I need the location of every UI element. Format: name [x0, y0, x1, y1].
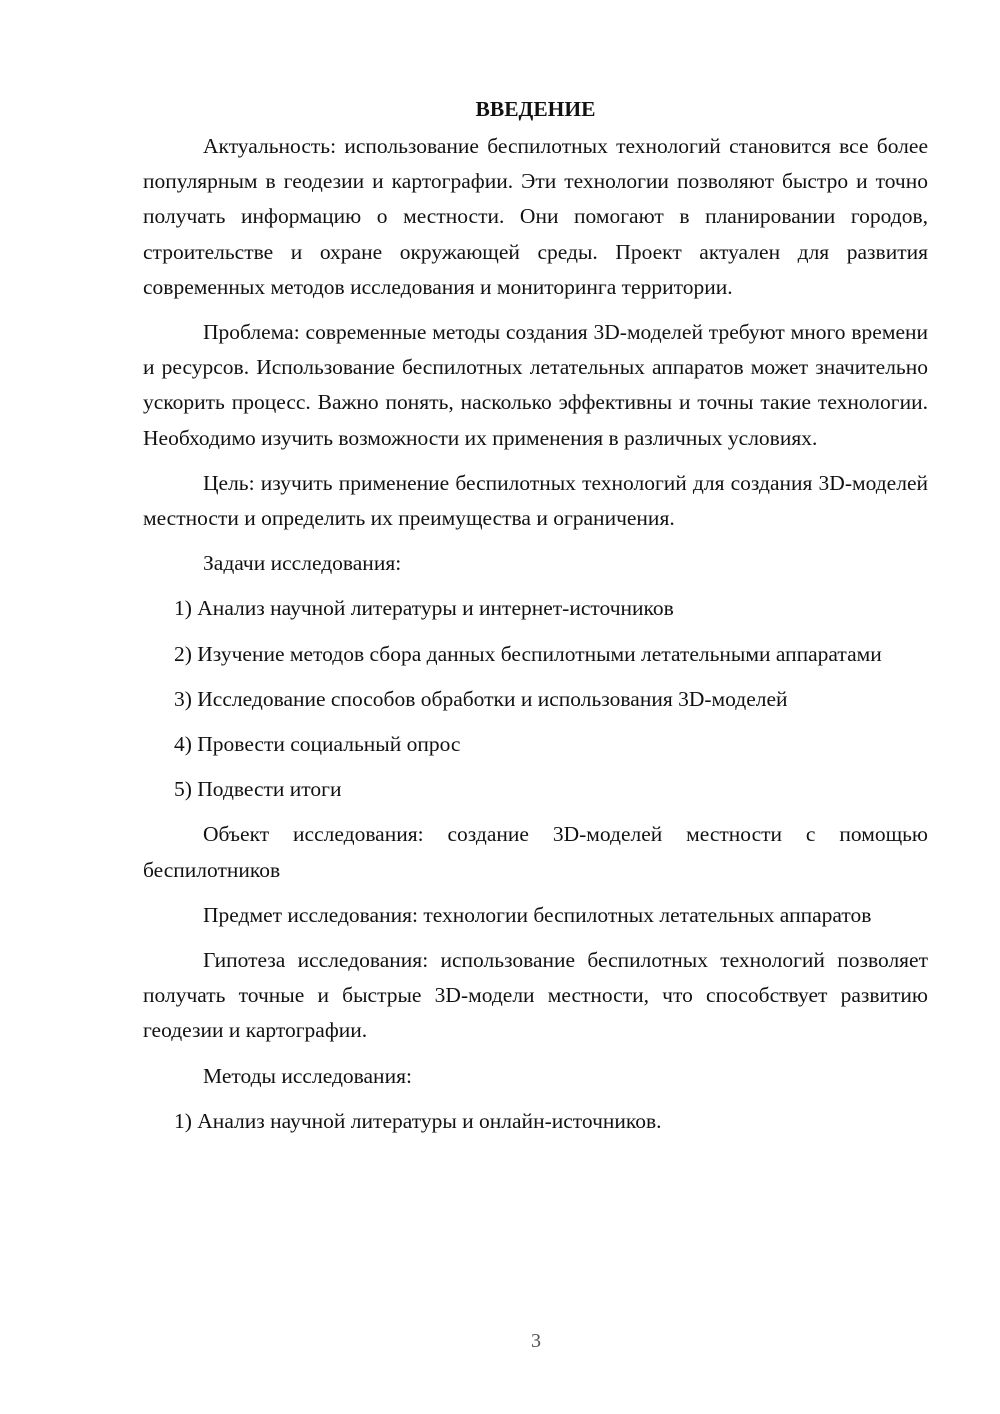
- page-number: 3: [531, 1330, 541, 1352]
- task-item-3: 3) Исследование способов обработки и использования 3D-моделей: [174, 686, 788, 711]
- hypothesis-paragraph: Гипотеза исследования: использование беспилотных технологий позволяет получать точные и быстрые 3D-модели местности, что способствует развитию геодезии и картографии.: [143, 948, 928, 1043]
- object-paragraph: Объект исследования: создание 3D-моделей местности с помощью беспилотников: [143, 822, 928, 882]
- relevance-paragraph: Актуальность: использование беспилотных технологий становится все более популярным в геодезии и картографии. Эти технологии позволяют быстро и точно получать информацию о местности. Они помогают в планировании городов, строительстве и охране окружающей среды. Проект актуален для развития современных методов исследования и мониторинга территории.: [143, 134, 928, 299]
- task-item-5: 5) Подвести итоги: [174, 777, 342, 802]
- goal-paragraph: Цель: изучить применение беспилотных технологий для создания 3D-моделей местности и определить их преимущества и ограничения.: [143, 470, 928, 531]
- task-item-4: 4) Провести социальный опрос: [174, 732, 461, 757]
- methods-heading: Методы исследования:: [203, 1063, 412, 1088]
- problem-paragraph: Проблема: современные методы создания 3D-моделей требуют много времени и ресурсов. Использование беспилотных летательных аппаратов может значительно ускорить процесс. Важно понять, насколько эффективны и точны такие технологии. Необходимо изучить возможности их применения в различных условиях.: [143, 320, 928, 450]
- subject-paragraph: Предмет исследования: технологии беспилотных летательных аппаратов: [203, 902, 872, 927]
- method-item-1: 1) Анализ научной литературы и онлайн-источников.: [174, 1108, 662, 1133]
- section-title: ВВЕДЕНИЕ: [475, 97, 596, 121]
- document-page: [143, 92, 928, 1149]
- task-item-2: 2) Изучение методов сбора данных беспилотными летательными аппаратами: [174, 641, 882, 666]
- tasks-heading: Задачи исследования:: [203, 551, 402, 576]
- task-item-1: 1) Анализ научной литературы и интернет-источников: [174, 596, 674, 621]
